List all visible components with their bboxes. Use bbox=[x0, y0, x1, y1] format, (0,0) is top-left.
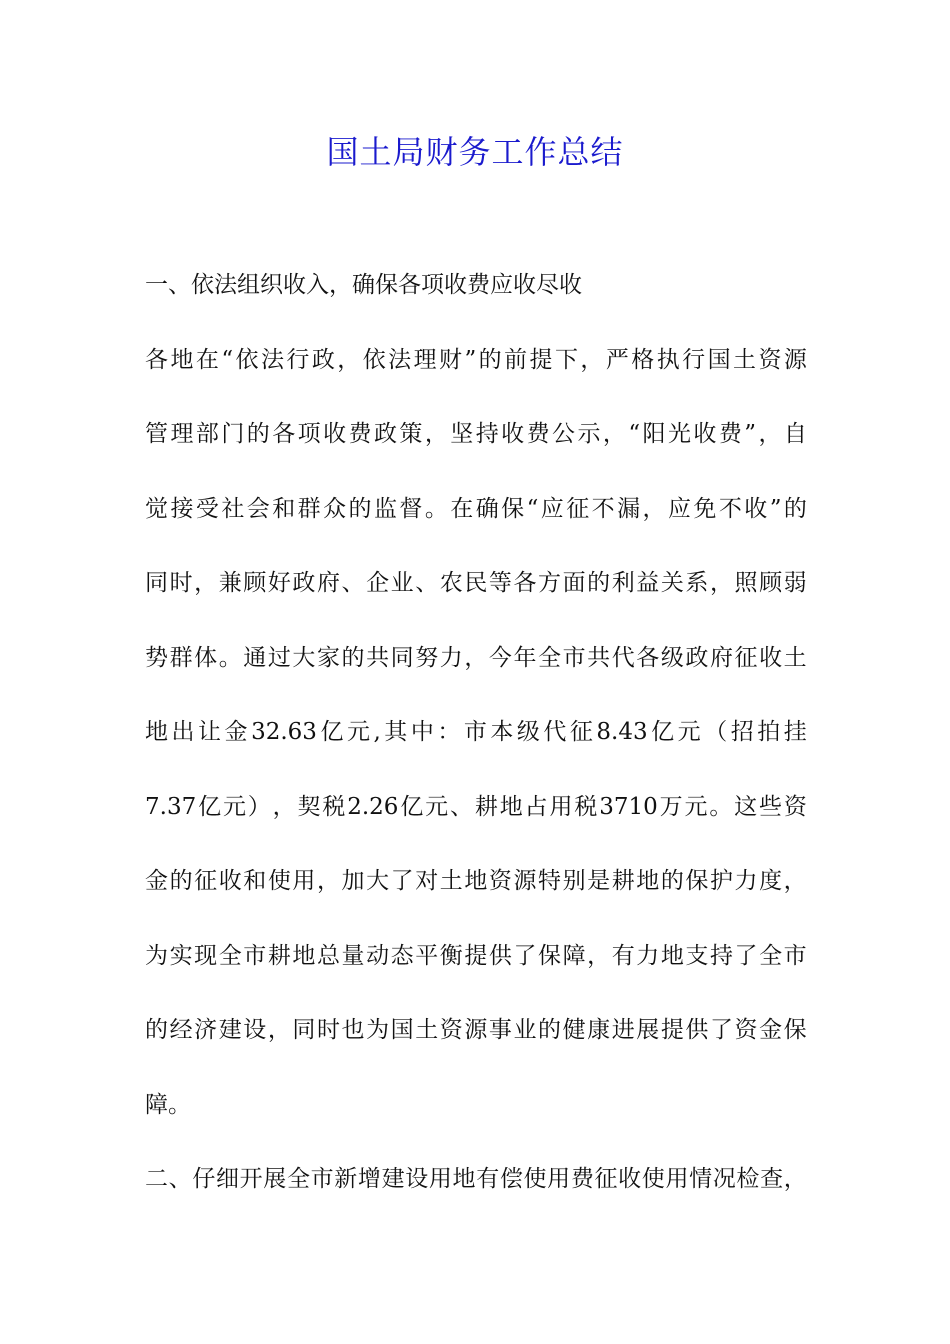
paragraph-line: 7.37 亿 元 ） ， 契 税 2.26 亿 元 、 耕 地 占 用 税 3710 万 元 。 这 些 资 bbox=[145, 793, 807, 820]
paragraph-line: 管 理 部 门 的 各 项 收 费 政 策 ， 坚 持 收 费 公 示 ， “ 阳 光 收 费 ” ， 自 bbox=[145, 421, 807, 447]
section-heading-2: 二 、 仔 细 开 展 全 市 新 增 建 设 用 地 有 偿 使 用 费 征 收 使 用 情 况 检 查 ， bbox=[145, 1166, 807, 1192]
document-body bbox=[145, 262, 807, 1231]
paragraph-line: 各 地 在 “ 依 法 行 政 ， 依 法 理 财 ” 的 前 提 下 ， 严 格 执 行 国 土 资 源 bbox=[145, 346, 807, 373]
paragraph-line: 势 群 体 。 通 过 大 家 的 共 同 努 力 ， 今 年 全 市 共 代 各 级 政 府 征 收 土 bbox=[145, 644, 807, 671]
paragraph-line: 同 时 ， 兼 顾 好 政 府 、 企 业 、 农 民 等 各 方 面 的 利 益 关 系 ， 照 顾 弱 bbox=[145, 570, 807, 596]
section-heading-1: 一、依法组织收入，确保各项收费应收尽收 bbox=[145, 272, 582, 298]
paragraph-line: 地 出 让 金 32.63 亿 元 , 其 中 ： 市 本 级 代 征 8.43 亿 元 （ 招 拍 挂 bbox=[145, 719, 807, 745]
paragraph-line: 的 经 济 建 设 ， 同 时 也 为 国 土 资 源 事 业 的 健 康 进 展 提 供 了 资 金 保 bbox=[145, 1017, 807, 1043]
paragraph-line: 觉 接 受 社 会 和 群 众 的 监 督 。 在 确 保 “ 应 征 不 漏 ， 应 免 不 收 ” 的 bbox=[145, 495, 807, 522]
paragraph-line: 为 实 现 全 市 耕 地 总 量 动 态 平 衡 提 供 了 保 障 ， 有 力 地 支 持 了 全 市 bbox=[145, 942, 807, 969]
paragraph-line: 金 的 征 收 和 使 用 ， 加 大 了 对 土 地 资 源 特 别 是 耕 地 的 保 护 力 度 ， bbox=[145, 868, 807, 894]
document-title: 国土局财务工作总结 bbox=[326, 133, 624, 171]
paragraph-line: 障。 bbox=[145, 1091, 191, 1118]
